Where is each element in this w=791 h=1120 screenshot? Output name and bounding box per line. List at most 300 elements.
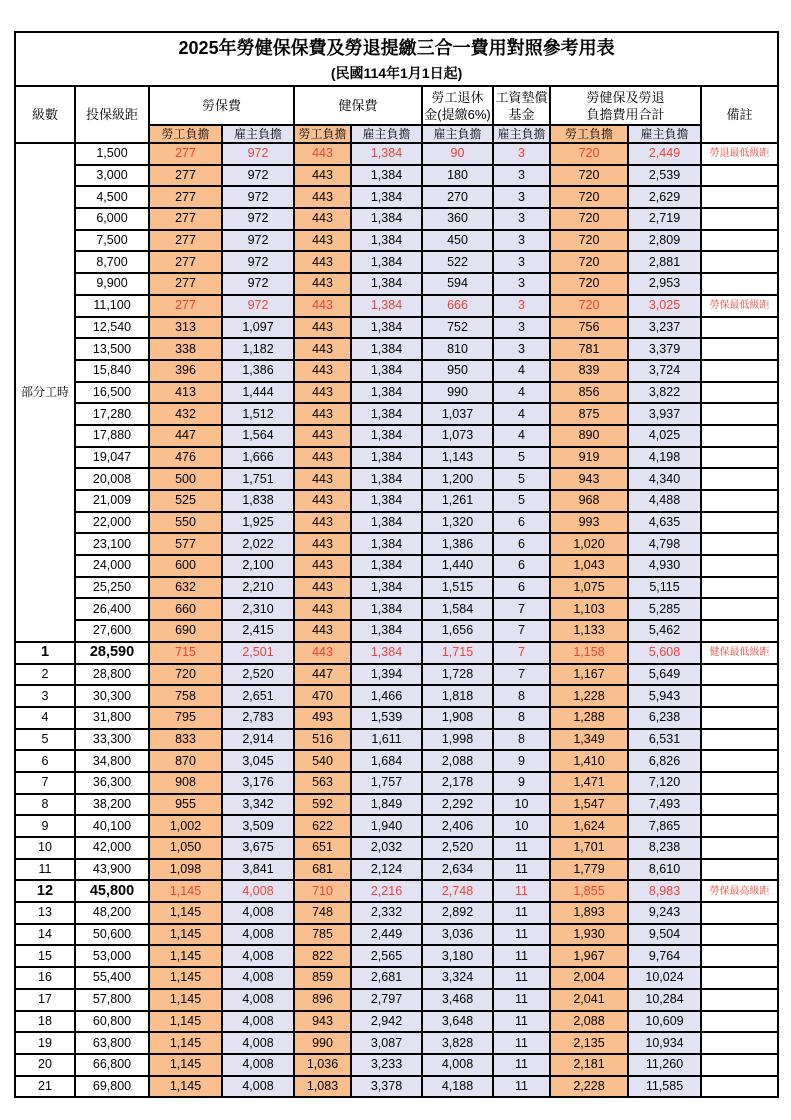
value-cell: 3,087 bbox=[351, 1032, 422, 1054]
value-cell: 270 bbox=[422, 186, 493, 208]
value-cell: 9 bbox=[493, 772, 550, 794]
value-cell: 577 bbox=[149, 533, 222, 555]
bracket-cell: 63,800 bbox=[75, 1032, 149, 1054]
value-cell: 2,501 bbox=[222, 642, 294, 664]
value-cell: 1,384 bbox=[351, 598, 422, 620]
value-cell: 810 bbox=[422, 338, 493, 360]
value-cell: 1,444 bbox=[222, 382, 294, 404]
value-cell: 1,751 bbox=[222, 468, 294, 490]
value-cell: 3 bbox=[493, 165, 550, 187]
value-cell: 1,384 bbox=[351, 533, 422, 555]
table-row bbox=[15, 837, 778, 859]
value-cell: 972 bbox=[222, 186, 294, 208]
remark-cell bbox=[701, 382, 778, 404]
value-cell: 10,024 bbox=[628, 967, 701, 989]
bracket-cell: 40,100 bbox=[75, 815, 149, 837]
value-cell: 3,025 bbox=[628, 295, 701, 317]
value-cell: 1,384 bbox=[351, 512, 422, 534]
value-cell: 443 bbox=[294, 273, 351, 295]
value-cell: 3 bbox=[493, 186, 550, 208]
remark-cell bbox=[701, 468, 778, 490]
value-cell: 3 bbox=[493, 208, 550, 230]
value-cell: 443 bbox=[294, 577, 351, 599]
bracket-cell: 42,000 bbox=[75, 837, 149, 859]
value-cell: 8,983 bbox=[628, 880, 701, 902]
remark-cell bbox=[701, 165, 778, 187]
table-row bbox=[15, 165, 778, 187]
value-cell: 3,342 bbox=[222, 794, 294, 816]
value-cell: 5,608 bbox=[628, 642, 701, 664]
value-cell: 2,953 bbox=[628, 273, 701, 295]
value-cell: 2,809 bbox=[628, 230, 701, 252]
value-cell: 525 bbox=[149, 490, 222, 512]
value-cell: 720 bbox=[149, 664, 222, 686]
value-cell: 870 bbox=[149, 750, 222, 772]
value-cell: 7,865 bbox=[628, 815, 701, 837]
subheader-labor-employee: 勞工負擔 bbox=[149, 125, 222, 143]
value-cell: 1,624 bbox=[550, 815, 628, 837]
level-cell: 7 bbox=[15, 772, 75, 794]
value-cell: 4 bbox=[493, 403, 550, 425]
remark-cell bbox=[701, 772, 778, 794]
remark-cell bbox=[701, 186, 778, 208]
value-cell: 2,520 bbox=[222, 664, 294, 686]
bracket-cell: 22,000 bbox=[75, 512, 149, 534]
remark-cell bbox=[701, 490, 778, 512]
remark-cell bbox=[701, 577, 778, 599]
bracket-cell: 7,500 bbox=[75, 230, 149, 252]
value-cell: 1,073 bbox=[422, 425, 493, 447]
value-cell: 6,826 bbox=[628, 750, 701, 772]
table-row bbox=[15, 664, 778, 686]
table-row bbox=[15, 1076, 778, 1098]
value-cell: 720 bbox=[550, 143, 628, 165]
level-cell: 8 bbox=[15, 794, 75, 816]
value-cell: 666 bbox=[422, 295, 493, 317]
table-row bbox=[15, 533, 778, 555]
level-cell: 10 bbox=[15, 837, 75, 859]
level-cell: 17 bbox=[15, 989, 75, 1011]
value-cell: 1,050 bbox=[149, 837, 222, 859]
value-cell: 7 bbox=[493, 664, 550, 686]
value-cell: 4 bbox=[493, 425, 550, 447]
level-cell: 15 bbox=[15, 945, 75, 967]
value-cell: 2,719 bbox=[628, 208, 701, 230]
value-cell: 3,045 bbox=[222, 750, 294, 772]
header-group-row bbox=[15, 86, 778, 125]
value-cell: 3,724 bbox=[628, 360, 701, 382]
table-row bbox=[15, 642, 778, 664]
bracket-cell: 6,000 bbox=[75, 208, 149, 230]
bracket-cell: 38,200 bbox=[75, 794, 149, 816]
value-cell: 277 bbox=[149, 186, 222, 208]
table-row bbox=[15, 360, 778, 382]
value-cell: 3 bbox=[493, 143, 550, 165]
value-cell: 856 bbox=[550, 382, 628, 404]
fee-table bbox=[14, 31, 779, 1098]
value-cell: 338 bbox=[149, 338, 222, 360]
subheader-labor-employer: 雇主負擔 bbox=[222, 125, 294, 143]
subheader-health-employer: 雇主負擔 bbox=[351, 125, 422, 143]
value-cell: 3,379 bbox=[628, 338, 701, 360]
value-cell: 2,406 bbox=[422, 815, 493, 837]
value-cell: 1,384 bbox=[351, 208, 422, 230]
value-cell: 2,088 bbox=[550, 1011, 628, 1033]
value-cell: 1,998 bbox=[422, 729, 493, 751]
value-cell: 748 bbox=[294, 902, 351, 924]
value-cell: 972 bbox=[222, 143, 294, 165]
value-cell: 432 bbox=[149, 403, 222, 425]
col-header-level: 級數 bbox=[15, 86, 75, 143]
value-cell: 443 bbox=[294, 555, 351, 577]
value-cell: 4,008 bbox=[222, 1011, 294, 1033]
value-cell: 2,210 bbox=[222, 577, 294, 599]
value-cell: 6,238 bbox=[628, 707, 701, 729]
bracket-cell: 20,008 bbox=[75, 468, 149, 490]
value-cell: 4,025 bbox=[628, 425, 701, 447]
value-cell: 11,260 bbox=[628, 1054, 701, 1076]
value-cell: 2,892 bbox=[422, 902, 493, 924]
level-cell: 13 bbox=[15, 902, 75, 924]
value-cell: 1,384 bbox=[351, 490, 422, 512]
value-cell: 950 bbox=[422, 360, 493, 382]
value-cell: 720 bbox=[550, 230, 628, 252]
value-cell: 443 bbox=[294, 230, 351, 252]
value-cell: 720 bbox=[550, 273, 628, 295]
value-cell: 2,100 bbox=[222, 555, 294, 577]
value-cell: 1,020 bbox=[550, 533, 628, 555]
value-cell: 1,386 bbox=[222, 360, 294, 382]
value-cell: 3,324 bbox=[422, 967, 493, 989]
value-cell: 622 bbox=[294, 815, 351, 837]
value-cell: 360 bbox=[422, 208, 493, 230]
value-cell: 1,384 bbox=[351, 273, 422, 295]
value-cell: 1,043 bbox=[550, 555, 628, 577]
value-cell: 1,167 bbox=[550, 664, 628, 686]
bracket-cell: 12,540 bbox=[75, 317, 149, 339]
table-row bbox=[15, 208, 778, 230]
value-cell: 443 bbox=[294, 208, 351, 230]
value-cell: 550 bbox=[149, 512, 222, 534]
value-cell: 1,200 bbox=[422, 468, 493, 490]
table-row bbox=[15, 1054, 778, 1076]
bracket-cell: 3,000 bbox=[75, 165, 149, 187]
table-row bbox=[15, 382, 778, 404]
value-cell: 1,145 bbox=[149, 1011, 222, 1033]
value-cell: 1,083 bbox=[294, 1076, 351, 1098]
value-cell: 6 bbox=[493, 555, 550, 577]
level-cell: 14 bbox=[15, 924, 75, 946]
value-cell: 4,008 bbox=[222, 945, 294, 967]
bracket-cell: 23,100 bbox=[75, 533, 149, 555]
value-cell: 720 bbox=[550, 295, 628, 317]
value-cell: 1,547 bbox=[550, 794, 628, 816]
value-cell: 4,488 bbox=[628, 490, 701, 512]
value-cell: 2,022 bbox=[222, 533, 294, 555]
value-cell: 1,386 bbox=[422, 533, 493, 555]
table-row bbox=[15, 512, 778, 534]
value-cell: 908 bbox=[149, 772, 222, 794]
value-cell: 710 bbox=[294, 880, 351, 902]
value-cell: 681 bbox=[294, 859, 351, 881]
subheader-wage-fund-employer: 雇主負擔 bbox=[493, 125, 550, 143]
value-cell: 3,937 bbox=[628, 403, 701, 425]
value-cell: 1,036 bbox=[294, 1054, 351, 1076]
value-cell: 4,930 bbox=[628, 555, 701, 577]
value-cell: 3,233 bbox=[351, 1054, 422, 1076]
value-cell: 943 bbox=[294, 1011, 351, 1033]
value-cell: 2,310 bbox=[222, 598, 294, 620]
col-header-bracket: 投保級距 bbox=[75, 86, 149, 143]
remark-cell bbox=[701, 685, 778, 707]
value-cell: 2,216 bbox=[351, 880, 422, 902]
value-cell: 450 bbox=[422, 230, 493, 252]
col-header-total bbox=[550, 86, 701, 125]
value-cell: 443 bbox=[294, 251, 351, 273]
value-cell: 2,520 bbox=[422, 837, 493, 859]
value-cell: 522 bbox=[422, 251, 493, 273]
value-cell: 443 bbox=[294, 425, 351, 447]
value-cell: 1,384 bbox=[351, 447, 422, 469]
value-cell: 1,838 bbox=[222, 490, 294, 512]
value-cell: 1,515 bbox=[422, 577, 493, 599]
value-cell: 443 bbox=[294, 186, 351, 208]
bracket-cell: 1,500 bbox=[75, 143, 149, 165]
value-cell: 756 bbox=[550, 317, 628, 339]
value-cell: 1,466 bbox=[351, 685, 422, 707]
value-cell: 1,394 bbox=[351, 664, 422, 686]
table-row bbox=[15, 555, 778, 577]
remark-cell bbox=[701, 273, 778, 295]
remark-cell bbox=[701, 707, 778, 729]
value-cell: 90 bbox=[422, 143, 493, 165]
remark-cell bbox=[701, 837, 778, 859]
bracket-cell: 16,500 bbox=[75, 382, 149, 404]
value-cell: 1,075 bbox=[550, 577, 628, 599]
value-cell: 781 bbox=[550, 338, 628, 360]
value-cell: 10,934 bbox=[628, 1032, 701, 1054]
pension-label-line2: 金(提繳6%) bbox=[424, 106, 491, 122]
bracket-cell: 25,250 bbox=[75, 577, 149, 599]
value-cell: 1,384 bbox=[351, 425, 422, 447]
remark-cell bbox=[701, 403, 778, 425]
value-cell: 943 bbox=[550, 468, 628, 490]
value-cell: 1,757 bbox=[351, 772, 422, 794]
wage-fund-label-line2: 基金 bbox=[508, 106, 535, 122]
value-cell: 447 bbox=[149, 425, 222, 447]
value-cell: 9 bbox=[493, 750, 550, 772]
value-cell: 5 bbox=[493, 447, 550, 469]
value-cell: 563 bbox=[294, 772, 351, 794]
value-cell: 1,228 bbox=[550, 685, 628, 707]
value-cell: 10,284 bbox=[628, 989, 701, 1011]
value-cell: 443 bbox=[294, 620, 351, 642]
value-cell: 4,008 bbox=[422, 1054, 493, 1076]
value-cell: 1,666 bbox=[222, 447, 294, 469]
value-cell: 277 bbox=[149, 251, 222, 273]
total-label-line1: 勞健保及勞退 bbox=[586, 89, 665, 105]
remark-cell bbox=[701, 902, 778, 924]
table-row bbox=[15, 295, 778, 317]
value-cell: 493 bbox=[294, 707, 351, 729]
value-cell: 5,649 bbox=[628, 664, 701, 686]
value-cell: 11 bbox=[493, 967, 550, 989]
value-cell: 4 bbox=[493, 382, 550, 404]
bracket-cell: 26,400 bbox=[75, 598, 149, 620]
level-cell: 16 bbox=[15, 967, 75, 989]
value-cell: 3,180 bbox=[422, 945, 493, 967]
table-row bbox=[15, 707, 778, 729]
bracket-cell: 9,900 bbox=[75, 273, 149, 295]
value-cell: 5,115 bbox=[628, 577, 701, 599]
table-row bbox=[15, 447, 778, 469]
table-row bbox=[15, 880, 778, 902]
table-row bbox=[15, 859, 778, 881]
table-row bbox=[15, 620, 778, 642]
wage-fund-label-line1: 工資墊償 bbox=[495, 89, 548, 105]
bracket-cell: 55,400 bbox=[75, 967, 149, 989]
value-cell: 11 bbox=[493, 1032, 550, 1054]
remark-cell bbox=[701, 620, 778, 642]
value-cell: 8,238 bbox=[628, 837, 701, 859]
value-cell: 8 bbox=[493, 707, 550, 729]
value-cell: 9,504 bbox=[628, 924, 701, 946]
subheader-total-employee: 勞工負擔 bbox=[550, 125, 628, 143]
level-cell: 20 bbox=[15, 1054, 75, 1076]
value-cell: 443 bbox=[294, 295, 351, 317]
value-cell: 11,585 bbox=[628, 1076, 701, 1098]
remark-cell: 勞保最低級距 bbox=[701, 295, 778, 317]
subheader-health-employee: 勞工負擔 bbox=[294, 125, 351, 143]
value-cell: 3,509 bbox=[222, 815, 294, 837]
value-cell: 11 bbox=[493, 945, 550, 967]
value-cell: 919 bbox=[550, 447, 628, 469]
level-cell: 2 bbox=[15, 664, 75, 686]
table-row bbox=[15, 1032, 778, 1054]
table-row bbox=[15, 989, 778, 1011]
table-row bbox=[15, 251, 778, 273]
value-cell: 11 bbox=[493, 837, 550, 859]
level-cell: 12 bbox=[15, 880, 75, 902]
remark-cell bbox=[701, 208, 778, 230]
bracket-cell: 53,000 bbox=[75, 945, 149, 967]
value-cell: 3,648 bbox=[422, 1011, 493, 1033]
remark-cell: 勞保最高級距 bbox=[701, 880, 778, 902]
value-cell: 1,440 bbox=[422, 555, 493, 577]
value-cell: 3 bbox=[493, 295, 550, 317]
value-cell: 4,008 bbox=[222, 1032, 294, 1054]
value-cell: 443 bbox=[294, 512, 351, 534]
value-cell: 2,228 bbox=[550, 1076, 628, 1098]
value-cell: 758 bbox=[149, 685, 222, 707]
value-cell: 690 bbox=[149, 620, 222, 642]
value-cell: 8,610 bbox=[628, 859, 701, 881]
value-cell: 1,584 bbox=[422, 598, 493, 620]
value-cell: 896 bbox=[294, 989, 351, 1011]
value-cell: 11 bbox=[493, 1076, 550, 1098]
remark-cell bbox=[701, 251, 778, 273]
fee-table-body bbox=[15, 143, 778, 1097]
value-cell: 5 bbox=[493, 490, 550, 512]
value-cell: 443 bbox=[294, 403, 351, 425]
value-cell: 752 bbox=[422, 317, 493, 339]
remark-cell bbox=[701, 815, 778, 837]
table-row bbox=[15, 598, 778, 620]
value-cell: 180 bbox=[422, 165, 493, 187]
value-cell: 1,145 bbox=[149, 967, 222, 989]
value-cell: 651 bbox=[294, 837, 351, 859]
value-cell: 4,798 bbox=[628, 533, 701, 555]
bracket-cell: 17,880 bbox=[75, 425, 149, 447]
value-cell: 1,133 bbox=[550, 620, 628, 642]
bracket-cell: 15,840 bbox=[75, 360, 149, 382]
value-cell: 993 bbox=[550, 512, 628, 534]
remark-cell: 健保最低級距 bbox=[701, 642, 778, 664]
level-cell: 19 bbox=[15, 1032, 75, 1054]
value-cell: 3,176 bbox=[222, 772, 294, 794]
remark-cell bbox=[701, 317, 778, 339]
remark-cell bbox=[701, 750, 778, 772]
bracket-cell: 8,700 bbox=[75, 251, 149, 273]
value-cell: 1,564 bbox=[222, 425, 294, 447]
page-title: 2025年勞健保保費及勞退提繳三合一費用對照參考用表 bbox=[178, 38, 615, 58]
value-cell: 5,462 bbox=[628, 620, 701, 642]
value-cell: 2,634 bbox=[422, 859, 493, 881]
bracket-cell: 21,009 bbox=[75, 490, 149, 512]
remark-cell bbox=[701, 794, 778, 816]
value-cell: 660 bbox=[149, 598, 222, 620]
value-cell: 1,145 bbox=[149, 1032, 222, 1054]
value-cell: 443 bbox=[294, 382, 351, 404]
table-row bbox=[15, 685, 778, 707]
bracket-cell: 45,800 bbox=[75, 880, 149, 902]
value-cell: 1,925 bbox=[222, 512, 294, 534]
value-cell: 2,124 bbox=[351, 859, 422, 881]
remark-cell bbox=[701, 989, 778, 1011]
value-cell: 2,914 bbox=[222, 729, 294, 751]
value-cell: 4,188 bbox=[422, 1076, 493, 1098]
value-cell: 1,384 bbox=[351, 230, 422, 252]
value-cell: 3,675 bbox=[222, 837, 294, 859]
value-cell: 443 bbox=[294, 360, 351, 382]
value-cell: 277 bbox=[149, 230, 222, 252]
value-cell: 7 bbox=[493, 598, 550, 620]
value-cell: 10,609 bbox=[628, 1011, 701, 1033]
value-cell: 859 bbox=[294, 967, 351, 989]
value-cell: 2,449 bbox=[351, 924, 422, 946]
value-cell: 1,471 bbox=[550, 772, 628, 794]
value-cell: 785 bbox=[294, 924, 351, 946]
value-cell: 6 bbox=[493, 533, 550, 555]
remark-cell bbox=[701, 664, 778, 686]
value-cell: 3,468 bbox=[422, 989, 493, 1011]
value-cell: 990 bbox=[422, 382, 493, 404]
value-cell: 1,908 bbox=[422, 707, 493, 729]
remark-cell bbox=[701, 1011, 778, 1033]
remark-cell bbox=[701, 447, 778, 469]
table-row bbox=[15, 772, 778, 794]
page-subtitle: (民國114年1月1日起) bbox=[330, 65, 463, 81]
value-cell: 1,855 bbox=[550, 880, 628, 902]
value-cell: 7,120 bbox=[628, 772, 701, 794]
level-cell: 4 bbox=[15, 707, 75, 729]
value-cell: 6 bbox=[493, 512, 550, 534]
value-cell: 1,002 bbox=[149, 815, 222, 837]
value-cell: 1,384 bbox=[351, 382, 422, 404]
value-cell: 875 bbox=[550, 403, 628, 425]
remark-cell bbox=[701, 338, 778, 360]
value-cell: 1,539 bbox=[351, 707, 422, 729]
